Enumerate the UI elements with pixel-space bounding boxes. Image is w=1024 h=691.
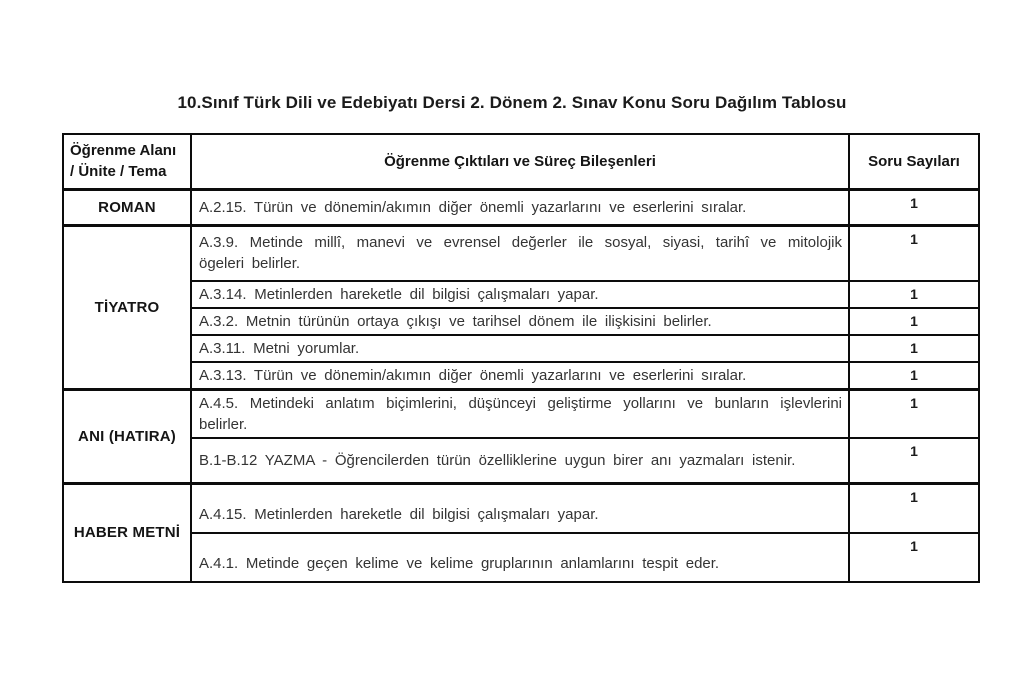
question-distribution-table [62,133,980,583]
outcome-cell: A.4.5. Metindeki anlatım biçimlerini, düşünceyi geliştirme yollarını ve bunların işlevlerini belirler. [191,390,849,439]
unit-cell-roman: ROMAN [63,189,191,225]
unit-cell-tiyatro: TİYATRO [63,225,191,390]
outcome-cell: A.3.9. Metinde millî, manevi ve evrensel değerler ile sosyal, siyasi, tarihî ve mitolojik ögeleri belirler. [191,225,849,281]
header-outcomes-column: Öğrenme Çıktıları ve Süreç Bileşenleri [191,134,849,189]
count-cell: 1 [849,438,979,483]
outcome-cell: A.3.13. Türün ve dönemin/akımın diğer önemli yazarlarını ve eserlerini sıralar. [191,362,849,390]
count-cell: 1 [849,189,979,225]
table-row [63,438,979,483]
count-cell: 1 [849,335,979,362]
count-cell: 1 [849,281,979,308]
outcome-cell: A.4.15. Metinlerden hareketle dil bilgisi çalışmaları yapar. [191,483,849,533]
unit-cell-ani-hatira: ANI (HATIRA) [63,390,191,484]
page-title: 10.Sınıf Türk Dili ve Edebiyatı Dersi 2. Dönem 2. Sınav Konu Soru Dağılım Tablosu [177,93,847,112]
table-row [63,390,979,439]
table-row [63,308,979,335]
table-row [63,483,979,533]
count-cell: 1 [849,362,979,390]
table-row [63,533,979,582]
table-row [63,362,979,390]
table-row [63,281,979,308]
header-count-column: Soru Sayıları [849,134,979,189]
outcome-cell: A.3.11. Metni yorumlar. [191,335,849,362]
header-unit-column [63,134,191,189]
count-cell: 1 [849,533,979,582]
count-cell: 1 [849,483,979,533]
count-cell: 1 [849,390,979,439]
outcome-cell: A.2.15. Türün ve dönemin/akımın diğer önemli yazarlarını ve eserlerini sıralar. [191,189,849,225]
table-row [63,189,979,225]
header-unit-line1: Öğrenme Alanı [70,142,177,160]
count-cell: 1 [849,308,979,335]
outcome-cell: A.3.14. Metinlerden hareketle dil bilgisi çalışmaları yapar. [191,281,849,308]
outcome-cell: A.3.2. Metnin türünün ortaya çıkışı ve tarihsel dönem ile ilişkisini belirler. [191,308,849,335]
table-row [63,225,979,281]
table-header-row [63,134,979,189]
table-row [63,335,979,362]
outcome-cell: A.4.1. Metinde geçen kelime ve kelime gruplarının anlamlarını tespit eder. [191,533,849,582]
unit-cell-haber-metni: HABER METNİ [63,483,191,582]
outcome-cell: B.1-B.12 YAZMA - Öğrencilerden türün özelliklerine uygun birer anı yazmaları istenir. [191,438,849,483]
header-unit-line2: / Ünite / Tema [70,163,167,181]
count-cell: 1 [849,225,979,281]
